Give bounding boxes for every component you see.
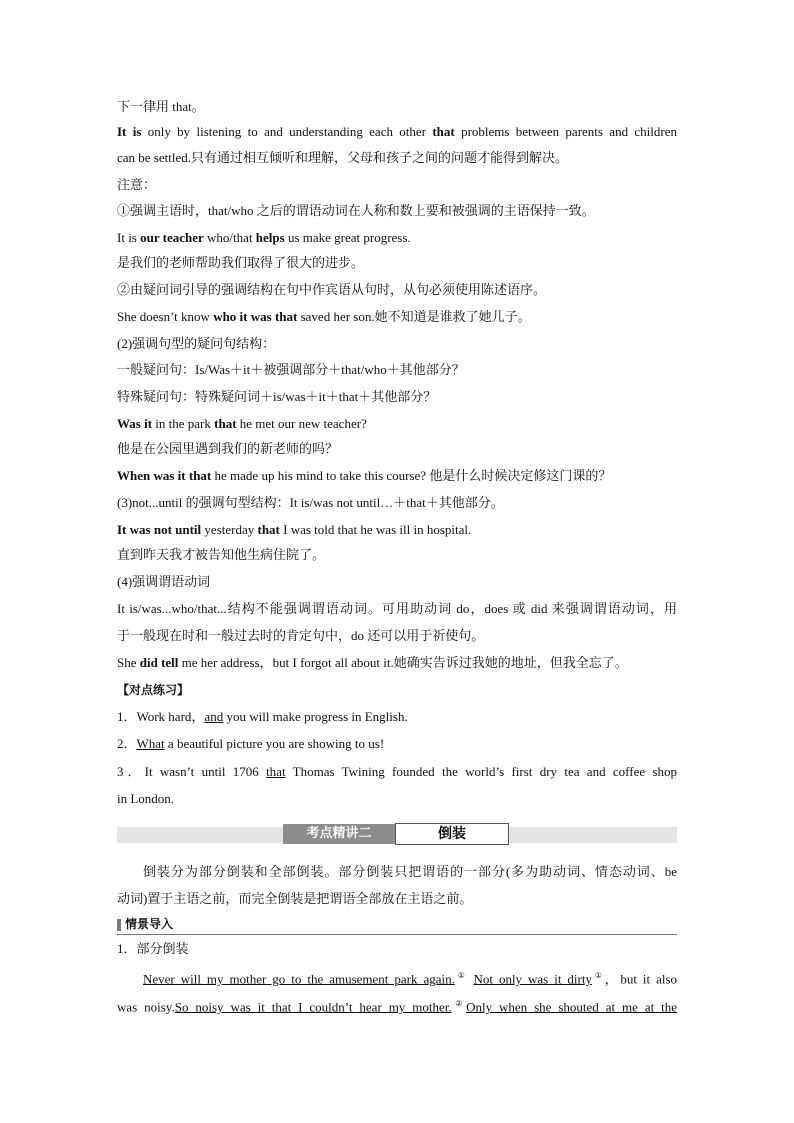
practice-item: in London. xyxy=(117,791,175,806)
note-item: ②由疑问词引导的强调结构在句中作宾语从句时，从句必须使用陈述语序。 xyxy=(117,282,547,297)
section-marker xyxy=(117,919,121,931)
practice-item: 1．Work hard，and you will make progress in English. xyxy=(117,709,408,724)
practice-label: 【对点练习】 xyxy=(117,683,190,697)
subheading: (2)强调句型的疑问句结构： xyxy=(117,336,276,351)
example-sentence: It was not until yesterday that I was told that he was ill in hospital. xyxy=(117,522,472,537)
note-item: ①强调主语时，that/who 之后的谓语动词在人称和数上要和被强调的主语保持一致。 xyxy=(117,203,595,218)
text-line: can be settled.只有通过相互倾听和理解，父母和孩子之间的问题才能得到解决。 xyxy=(117,150,568,165)
example-translation: 是我们的老师帮助我们取得了很大的进步。 xyxy=(117,255,365,270)
example-sentence: Was it in the park that he met our new teacher? xyxy=(117,416,367,431)
example-sentence: It is only by listening to and understanding each other that problems between parents and children xyxy=(117,124,677,139)
example-sentence: She did tell me her address，but I forgot all about it.她确实告诉过我她的地址，但我全忘了。 xyxy=(117,655,628,670)
example-sentence: She doesn’t know who it was that saved her son.她不知道是谁救了她儿子。 xyxy=(117,309,531,324)
intro-paragraph: 动词)置于主语之前，而完全倒装是把谓语全部放在主语之前。 xyxy=(117,891,473,906)
text-line: 下一律用 that。 xyxy=(117,99,205,114)
example-sentence: It is our teacher who/that helps us make great progress. xyxy=(117,230,411,245)
example-translation: 直到昨天我才被告知他生病住院了。 xyxy=(117,547,326,562)
example-sentence: When was it that he made up his mind to take this course? 他是什么时候决定修这门课的？ xyxy=(117,468,612,483)
banner-label: 考点精讲二 xyxy=(283,824,395,844)
example-translation: 他是在公园里遇到我们的新老师的吗？ xyxy=(117,441,339,456)
practice-item: 3．It wasn’t until 1706 that Thomas Twining founded the world’s first dry tea and coffee shop xyxy=(117,764,677,779)
text-line: It is/was...who/that...结构不能强调谓语动词。可用助动词 do，does 或 did 来强调谓语动词，用 xyxy=(117,601,677,616)
text-line: 特殊疑问句：特殊疑问词＋is/was＋it＋that＋其他部分？ xyxy=(117,389,437,404)
banner-title: 倒装 xyxy=(395,823,509,845)
scenario-text: was noisy.So noisy was it that I couldn’t hear my mother.②Only when she shouted at me at the xyxy=(117,999,678,1015)
section-title: 情景导入 xyxy=(125,917,174,931)
text-line: 于一般现在时和一般过去时的肯定句中，do 还可以用于祈使句。 xyxy=(117,628,485,643)
subheading: (4)强调谓语动词 xyxy=(117,574,211,589)
subheading: 1．部分倒装 xyxy=(117,941,189,956)
subheading: (3)not...until 的强调句型结构：It is/was not until…＋that＋其他部分。 xyxy=(117,495,504,510)
note-label: 注意： xyxy=(117,177,157,192)
section-heading xyxy=(117,916,677,935)
text-line: 一般疑问句：Is/Was＋it＋被强调部分＋that/who＋其他部分？ xyxy=(117,362,465,377)
scenario-text: Never will my mother go to the amusement park again.① Not only was it dirty①，but it also xyxy=(143,971,678,987)
section-banner xyxy=(117,820,677,848)
practice-item: 2．What a beautiful picture you are showing to us! xyxy=(117,736,385,751)
intro-paragraph: 倒装分为部分倒装和全部倒装。部分倒装只把谓语的一部分(多为助动词、情态动词、be xyxy=(143,864,677,879)
